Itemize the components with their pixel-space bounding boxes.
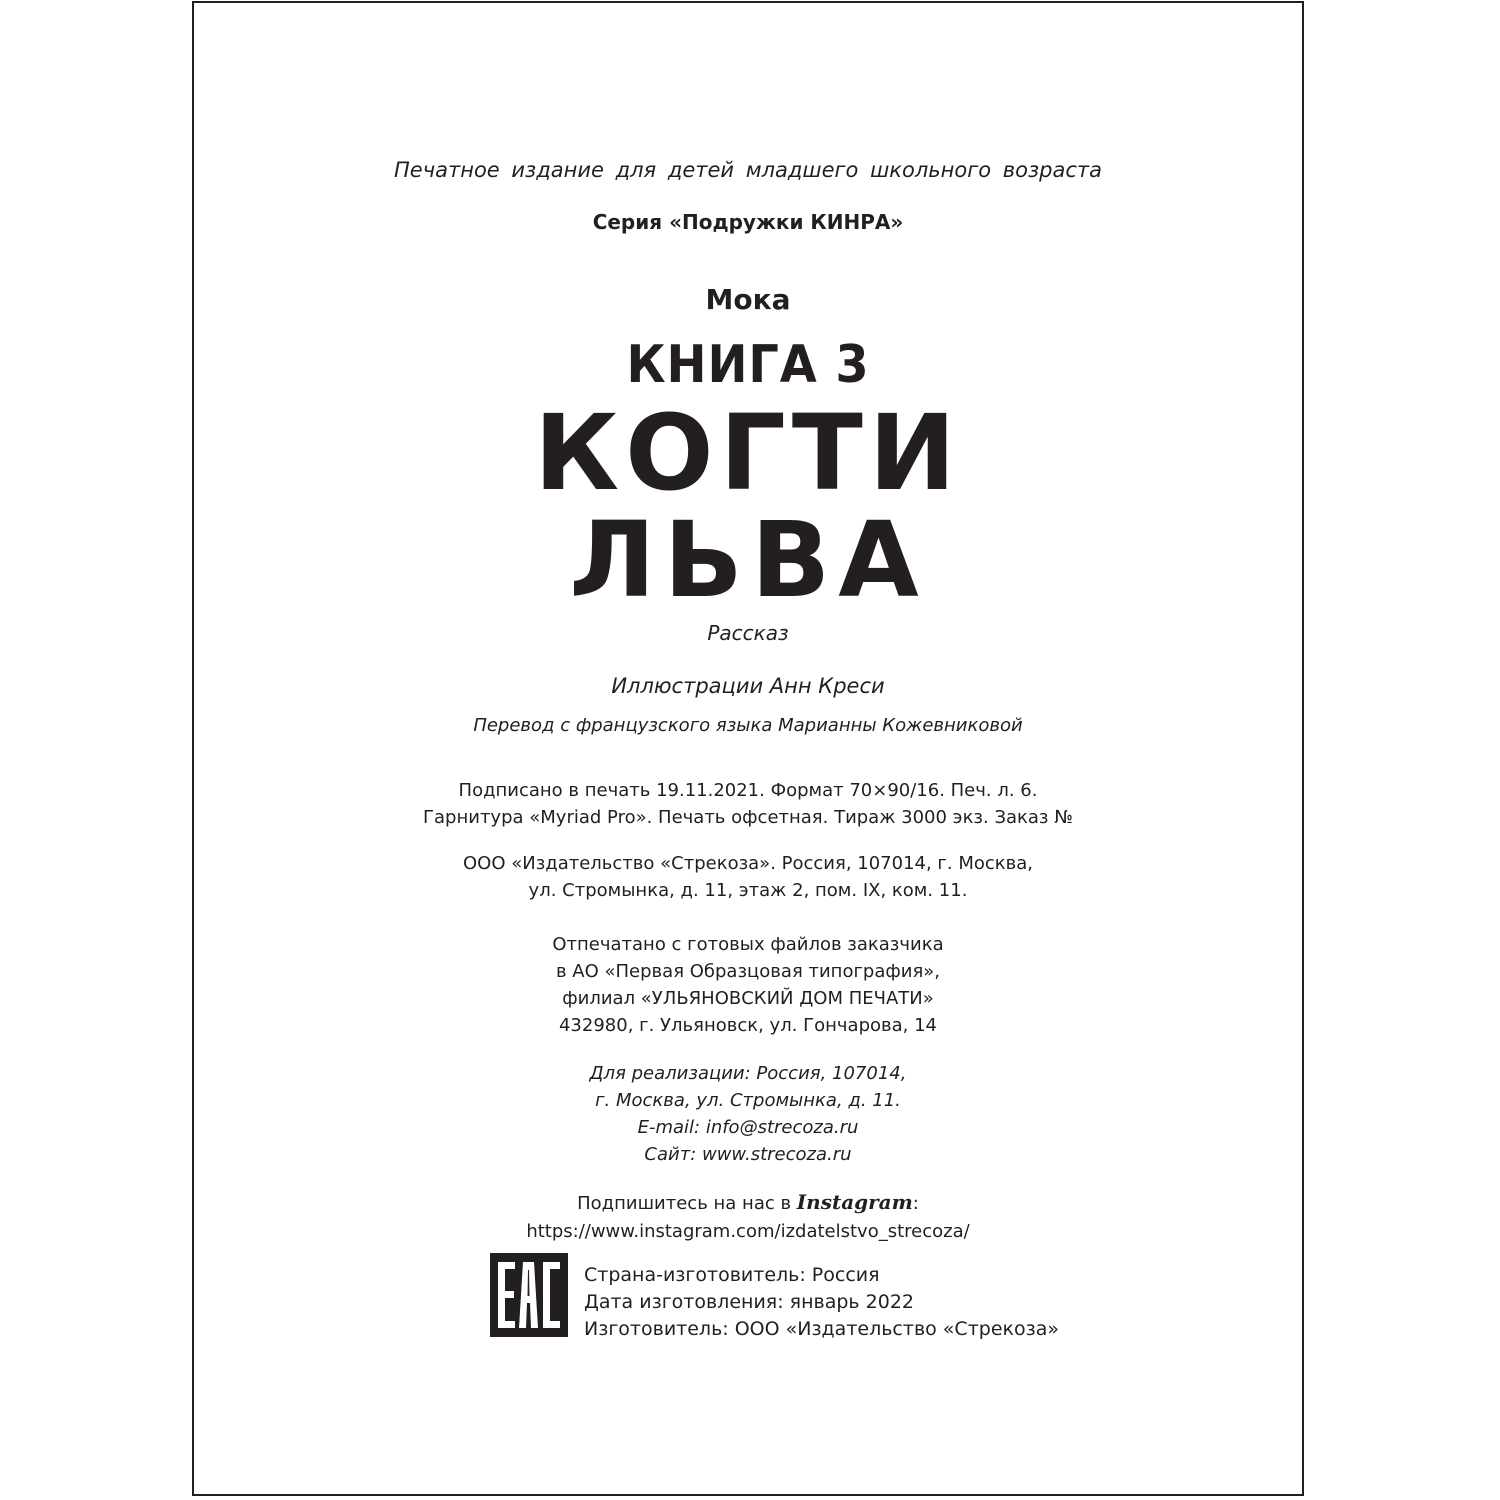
print-details-line: Подписано в печать 19.11.2021. Формат 70×90/16. Печ. л. 6. [458,780,1038,801]
social-prefix: Подпишитесь на нас в [577,1193,797,1214]
manufacturer-name: Изготовитель: ООО «Издательство «Стрекоза» [584,1318,1059,1340]
publisher-address-line: ул. Стромынка, д. 11, этаж 2, пом. IX, ком. 11. [528,880,968,901]
series-name: Серия «Подружки КИНРА» [592,210,904,234]
genre-label: Рассказ [707,621,789,645]
sales-email: E-mail: info@strecoza.ru [637,1117,859,1138]
manufacture-date: Дата изготовления: январь 2022 [584,1291,915,1313]
social-block [194,1188,1302,1246]
social-suffix: : [912,1193,919,1214]
publisher-address [194,850,1302,904]
illustrator-credit: Иллюстрации Анн Креси [611,674,885,698]
print-details-line: Гарнитура «Myriad Pro». Печать офсетная. Тираж 3000 экз. Заказ № [423,807,1073,828]
translator-credit: Перевод с французского языка Марианны Кожевниковой [473,715,1023,736]
printing-house-line: филиал «УЛЬЯНОВСКИЙ ДОМ ПЕЧАТИ» [562,988,934,1009]
eac-mark-icon [490,1253,568,1337]
instagram-url: https://www.instagram.com/izdatelstvo_strecoza/ [526,1221,970,1242]
sales-address-line: г. Москва, ул. Стромынка, д. 11. [595,1090,901,1111]
sales-address-line: Для реализации: Россия, 107014, [589,1063,907,1084]
instagram-wordmark: Instagram [796,1190,913,1214]
printing-house-line: 432980, г. Ульяновск, ул. Гончарова, 14 [558,1015,938,1036]
social-subscribe-line [194,1188,1302,1218]
book-title-line-1: КОГТИ [534,392,962,514]
author-name: Мока [705,283,791,316]
publisher-address-line: ООО «Издательство «Стрекоза». Россия, 107014, г. Москва, [462,853,1033,874]
sales-contacts [194,1060,1302,1168]
sales-website: Сайт: www.strecoza.ru [644,1144,852,1165]
book-number: КНИГА 3 [626,335,870,395]
printing-house [194,931,1302,1039]
printing-house-line: Отпечатано с готовых файлов заказчика [552,934,944,955]
imprint-page [192,1,1304,1496]
printing-house-line: в АО «Первая Образцовая типография», [555,961,941,982]
print-details [194,777,1302,831]
book-title-line-2: ЛЬВА [569,499,927,621]
manufacturer-country: Страна-изготовитель: Россия [584,1264,880,1286]
manufacturer-info [584,1262,1059,1343]
audience-tagline: Печатное издание для детей младшего школьного возраста [394,158,1102,182]
